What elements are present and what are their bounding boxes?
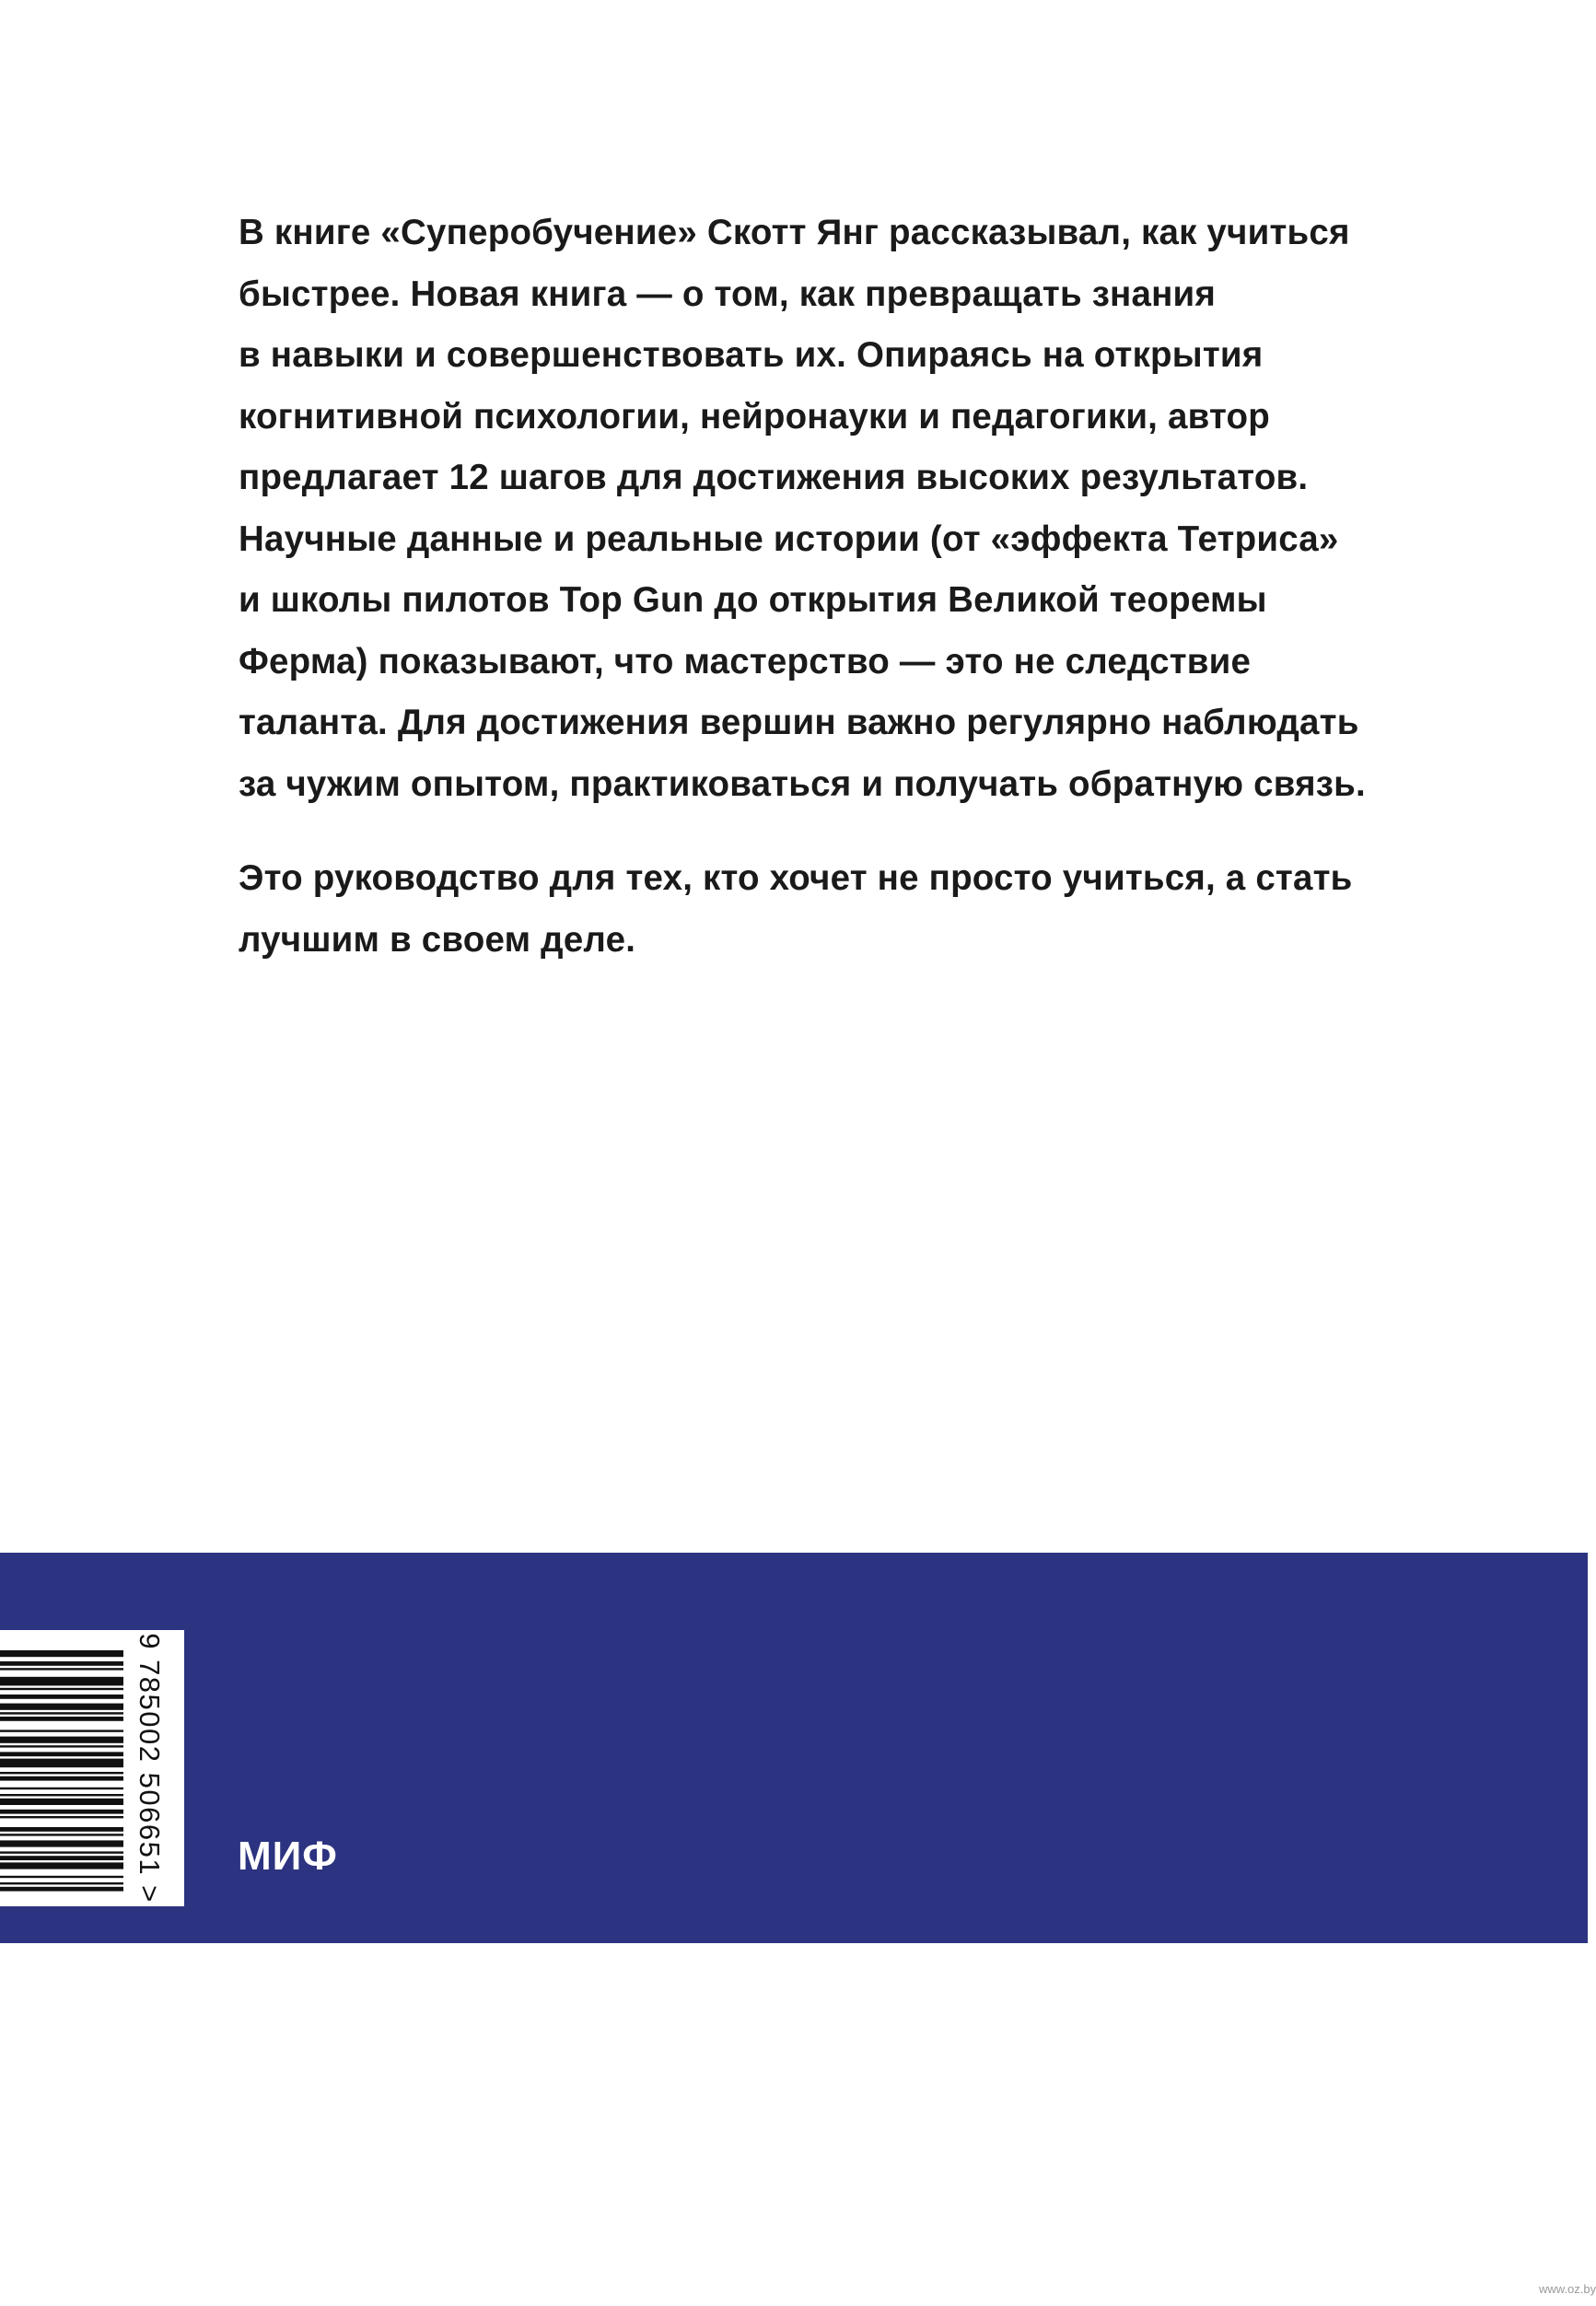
- description-paragraph-2: [239, 848, 1473, 971]
- barcode-digits: [131, 1633, 168, 1904]
- book-description: [239, 203, 1473, 971]
- description-line: предлагает 12 шагов для достижения высоких результатов.: [239, 458, 1309, 497]
- description-line: Научные данные и реальные истории (от «эффекта Тетриса»: [239, 518, 1339, 559]
- description-line: Ферма) показывают, что мастерство — это не следствие: [239, 641, 1252, 681]
- description-paragraph-1: [239, 203, 1473, 815]
- description-line: лучшим в своем деле.: [239, 919, 636, 960]
- description-line: в навыки и совершенствовать их. Опираясь на открытия: [239, 335, 1264, 375]
- publisher-band: [0, 1553, 1588, 1943]
- description-line: быстрее. Новая книга — о том, как превращать знания: [239, 274, 1217, 314]
- description-line: и школы пилотов Top Gun до открытия Великой теоремы: [239, 580, 1267, 620]
- description-line: когнитивной психологии, нейронауки и педагогики, автор: [239, 396, 1270, 437]
- barcode-number: 9 785002 506651 >: [134, 1633, 166, 1904]
- publisher-logo: МИФ: [238, 1834, 338, 1879]
- description-line: за чужим опытом, практиковаться и получать обратную связь.: [239, 763, 1366, 804]
- isbn-barcode: [0, 1630, 184, 1906]
- description-line: В книге «Суперобучение» Скотт Янг рассказывал, как учиться: [239, 213, 1350, 252]
- watermark: www.oz.by: [1539, 2282, 1596, 2296]
- description-line: Это руководство для тех, кто хочет не просто учиться, а стать: [239, 858, 1353, 898]
- description-line: таланта. Для достижения вершин важно регулярно наблюдать: [239, 703, 1359, 742]
